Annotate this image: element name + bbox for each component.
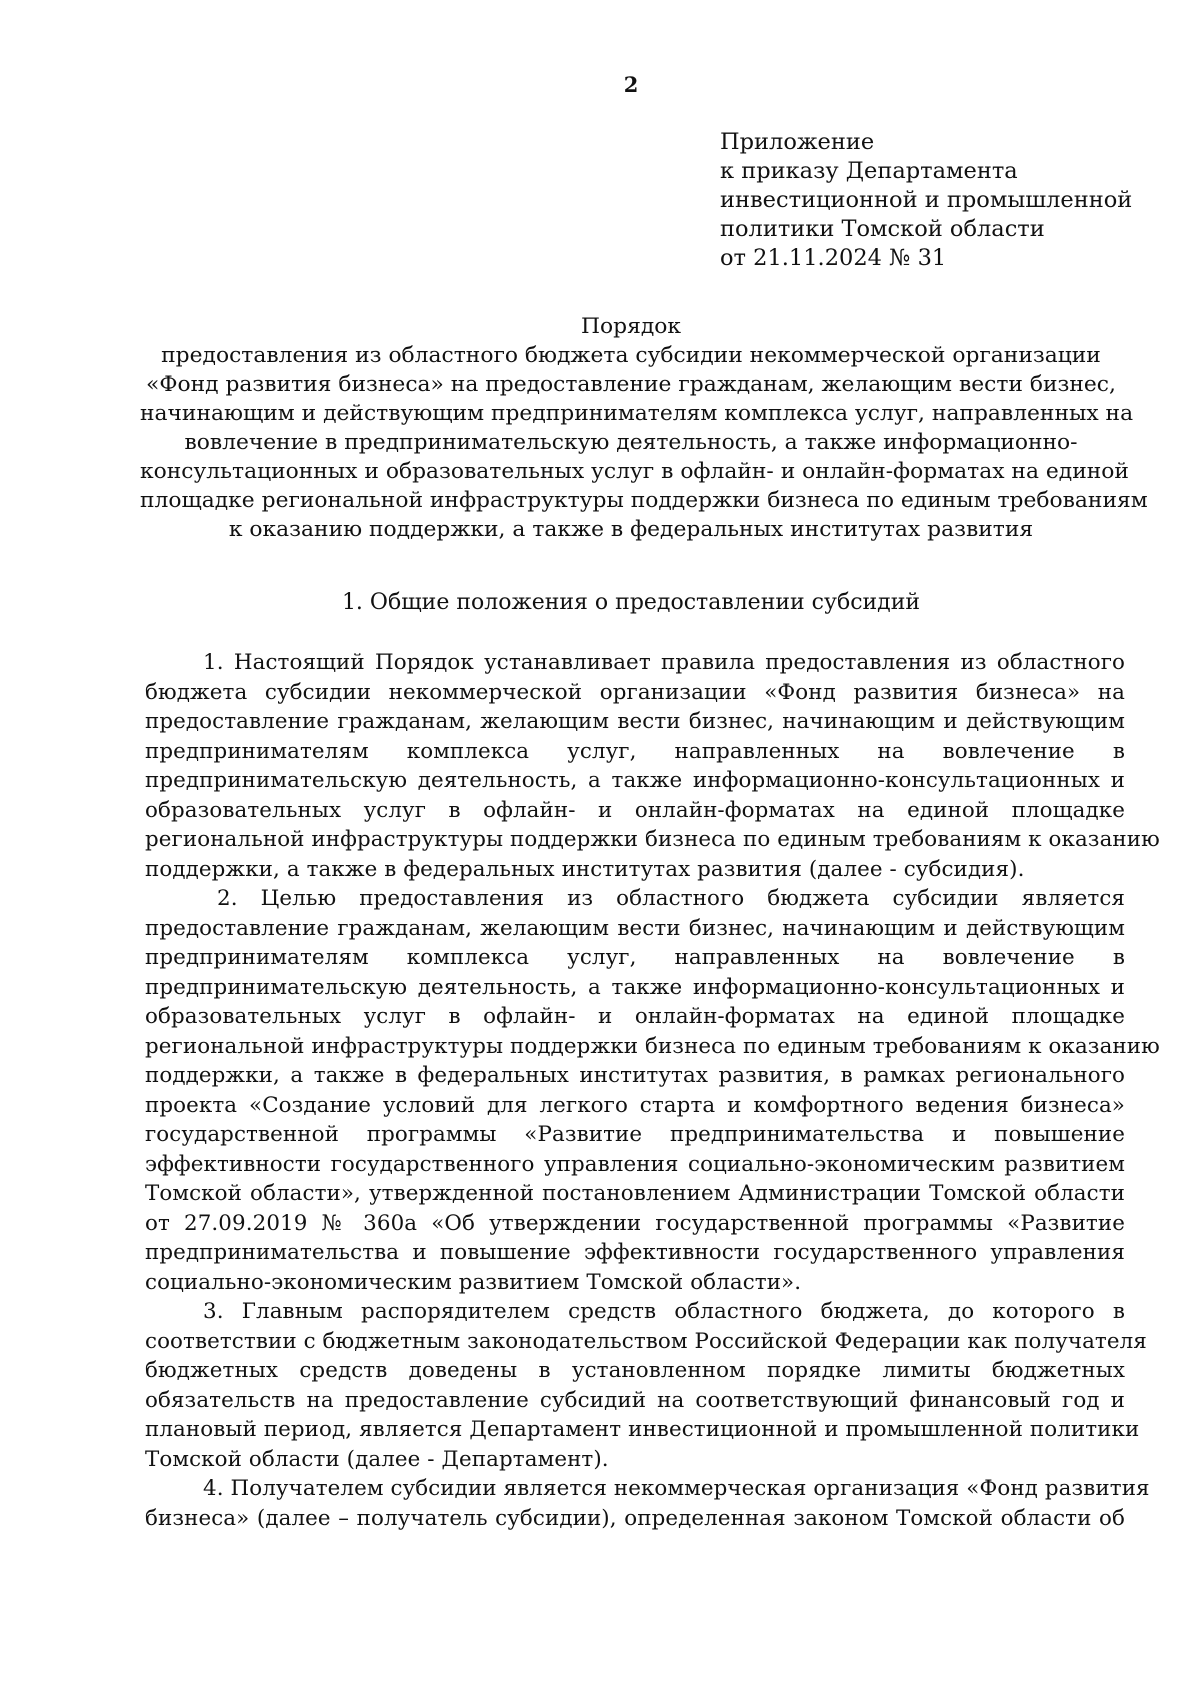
paragraph-line: бюджетных средств доведены в установленном порядке лимиты бюджетных <box>145 1358 1125 1383</box>
paragraph-line: обязательств на предоставление субсидий на соответствующий финансовый год и <box>145 1387 1125 1413</box>
paragraph-line: образовательных услуг в офлайн- и онлайн-форматах на единой площадке <box>145 797 1125 823</box>
paragraph-line: предоставление гражданам, желающим вести бизнес, начинающим и действующим <box>145 915 1125 941</box>
appendix-line: к приказу Департамента <box>720 158 1018 184</box>
appendix-block <box>720 128 1160 273</box>
paragraph-line: предоставление гражданам, желающим вести бизнес, начинающим и действующим <box>145 709 1125 734</box>
paragraph-line: проекта «Создание условий для легкого старта и комфортного ведения бизнеса» <box>145 1092 1125 1118</box>
body-text <box>145 648 1160 1533</box>
paragraph-line: Томской области», утвержденной постановлением Администрации Томской области <box>145 1181 1125 1206</box>
appendix-line: политики Томской области <box>720 216 1045 242</box>
paragraph-line: региональной инфраструктуры поддержки бизнеса по единым требованиям к оказанию <box>145 827 1160 852</box>
page-number: 2 <box>623 72 639 97</box>
paragraph-line: предпринимателям комплекса услуг, направленных на вовлечение в <box>145 738 1125 764</box>
appendix-line: от 21.11.2024 № 31 <box>720 245 947 271</box>
paragraph-line: предпринимательства и повышение эффективности государственного управления <box>145 1240 1125 1265</box>
paragraph-4 <box>145 1474 1150 1533</box>
paragraph-line: от 27.09.2019 № 360а «Об утверждении государственной программы «Развитие <box>145 1210 1125 1236</box>
paragraph-line: плановый период, является Департамент инвестиционной и промышленной политики <box>145 1417 1140 1442</box>
paragraph-line: предпринимательскую деятельность, а также информационно-консультационных и <box>145 974 1125 1000</box>
paragraph-line: 1. Настоящий Порядок устанавливает правила предоставления из областного <box>203 650 1125 675</box>
paragraph-line: бизнеса» (далее – получатель субсидии), определенная законом Томской области об <box>145 1505 1125 1531</box>
title-line: консультационных и образовательных услуг в офлайн- и онлайн-форматах на единой <box>140 459 1129 484</box>
paragraph-line: предпринимательскую деятельность, а также информационно-консультационных и <box>145 768 1125 793</box>
paragraph-line: поддержки, а также в федеральных институтах развития, в рамках регионального <box>145 1063 1125 1088</box>
section-heading: 1. Общие положения о предоставлении субсидий <box>341 590 921 615</box>
paragraph-1 <box>145 648 1160 884</box>
paragraph-line: 4. Получателем субсидии является некоммерческая организация «Фонд развития <box>203 1476 1150 1501</box>
title-line: предоставления из областного бюджета субсидии некоммерческой организации <box>161 343 1101 368</box>
paragraph-line: социально-экономическим развитием Томской области». <box>145 1269 802 1295</box>
paragraph-line: 3. Главным распорядителем средств областного бюджета, до которого в <box>203 1299 1125 1324</box>
appendix-line: Приложение <box>720 129 875 155</box>
paragraph-line: Томской области (далее - Департамент). <box>145 1446 609 1472</box>
paragraph-line: региональной инфраструктуры поддержки бизнеса по единым требованиям к оказанию <box>145 1033 1160 1059</box>
title-line: вовлечение в предпринимательскую деятельность, а также информационно- <box>184 430 1078 455</box>
title-line: «Фонд развития бизнеса» на предоставление гражданам, желающим вести бизнес, <box>146 372 1116 397</box>
title-line: начинающим и действующим предпринимателям комплекса услуг, направленных на <box>140 401 1134 426</box>
title-heading: Порядок <box>580 314 681 339</box>
paragraph-line: эффективности государственного управления социально-экономическим развитием <box>145 1151 1125 1177</box>
appendix-line: инвестиционной и промышленной <box>720 187 1133 213</box>
paragraph-line: образовательных услуг в офлайн- и онлайн-форматах на единой площадке <box>145 1004 1125 1029</box>
paragraph-line: государственной программы «Развитие предпринимательства и повышение <box>145 1122 1125 1147</box>
title-line: к оказанию поддержки, а также в федеральных институтах развития <box>228 517 1034 542</box>
paragraph-line: предпринимателям комплекса услуг, направленных на вовлечение в <box>145 945 1125 970</box>
paragraph-2 <box>145 884 1160 1297</box>
paragraph-line: соответствии с бюджетным законодательством Российской Федерации как получателя <box>145 1328 1147 1354</box>
document-title <box>140 312 1148 544</box>
paragraph-line: поддержки, а также в федеральных институтах развития (далее - субсидия). <box>145 856 1025 882</box>
title-line: площадке региональной инфраструктуры поддержки бизнеса по единым требованиям <box>140 488 1148 513</box>
paragraph-line: бюджета субсидии некоммерческой организации «Фонд развития бизнеса» на <box>145 679 1125 705</box>
paragraph-line: 2. Целью предоставления из областного бюджета субсидии является <box>217 886 1125 911</box>
paragraph-3 <box>145 1297 1147 1474</box>
